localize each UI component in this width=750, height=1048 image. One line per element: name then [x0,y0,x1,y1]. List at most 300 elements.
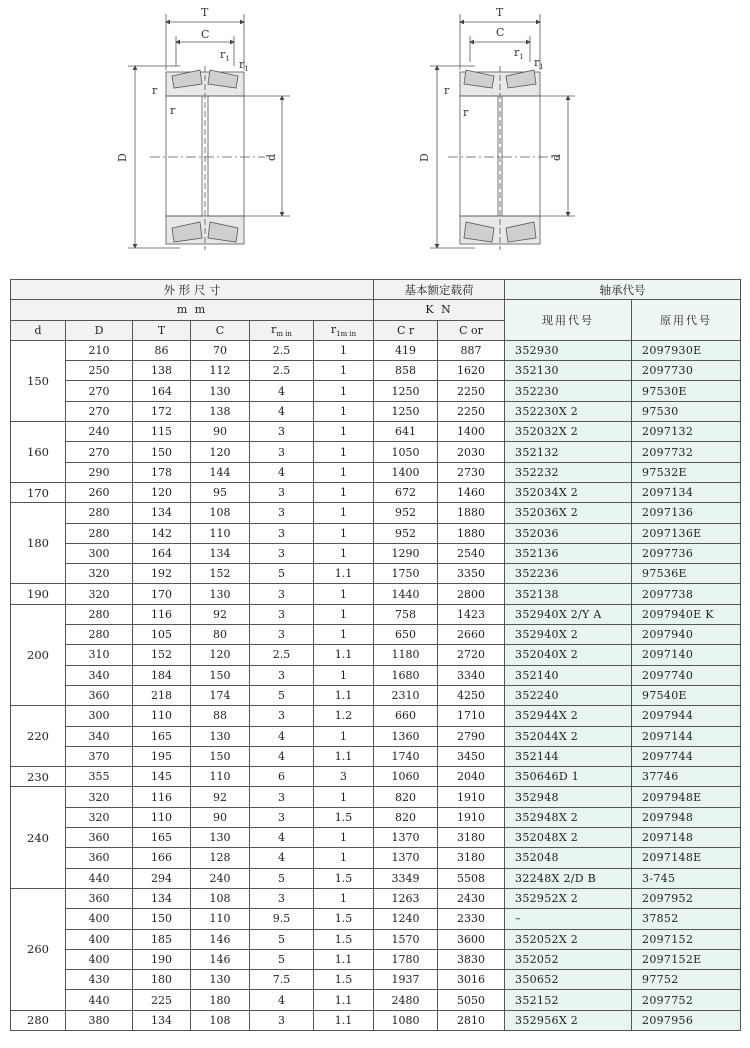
cell-C: 180 [191,990,250,1010]
cell-d: 230 [11,767,66,787]
cell-r1min: 1 [314,848,374,868]
cell-rmin: 7.5 [250,970,314,990]
cell-old-code: 2097132 [632,422,741,442]
col-C: C [191,320,250,340]
cell-cor: 2430 [438,888,505,908]
cell-rmin: 3 [250,706,314,726]
cell-D: 280 [66,625,133,645]
cell-D: 280 [66,503,133,523]
cell-cor: 1423 [438,604,505,624]
cell-cr: 672 [374,482,438,502]
cell-old-code: 97752 [632,970,741,990]
cell-old-code: 37746 [632,767,741,787]
cell-d: 240 [11,787,66,888]
cell-T: 225 [133,990,191,1010]
cell-D: 270 [66,401,133,421]
cell-current-code: 352944X 2 [505,706,632,726]
cell-D: 360 [66,848,133,868]
header-old-code: 原用代号 [632,300,741,341]
cell-rmin: 3 [250,888,314,908]
cell-T: 172 [133,401,191,421]
table-row [11,848,741,868]
cell-T: 192 [133,564,191,584]
cell-rmin: 5 [250,685,314,705]
cell-cor: 3340 [438,665,505,685]
cell-cr: 650 [374,625,438,645]
cell-current-code: 352940X 2 [505,625,632,645]
cell-cr: 1680 [374,665,438,685]
cell-rmin: 4 [250,726,314,746]
cell-C: 240 [191,868,250,888]
cell-cr: 2310 [374,685,438,705]
cell-d: 150 [11,340,66,421]
table-row [11,361,741,381]
cell-cor: 887 [438,340,505,360]
cell-current-code: 352048X 2 [505,828,632,848]
cell-current-code: 350652 [505,970,632,990]
cell-cr: 820 [374,807,438,827]
cell-T: 105 [133,625,191,645]
cell-cor: 2800 [438,584,505,604]
cell-r1min: 1 [314,340,374,360]
header-bearing-code: 轴承代号 [505,280,741,300]
cell-D: 320 [66,564,133,584]
cell-current-code: 352956X 2 [505,1010,632,1030]
cell-current-code: 352132 [505,442,632,462]
cell-rmin: 4 [250,990,314,1010]
cell-C: 108 [191,888,250,908]
right-r1-label-a: $r_1$ [514,46,524,61]
cell-rmin: 6 [250,767,314,787]
cell-D: 280 [66,604,133,624]
col-r1min-sub: 1m in [336,329,357,338]
cell-rmin: 3 [250,543,314,563]
header-unit-kn: K N [374,300,505,320]
cell-rmin: 4 [250,828,314,848]
cell-T: 142 [133,523,191,543]
cell-T: 165 [133,726,191,746]
table-row [11,645,741,665]
cell-C: 134 [191,543,250,563]
cell-D: 320 [66,787,133,807]
cell-old-code: 2097930E [632,340,741,360]
cell-D: 380 [66,1010,133,1030]
cell-rmin: 5 [250,868,314,888]
cell-rmin: 3 [250,422,314,442]
cell-cr: 1050 [374,442,438,462]
left-bearing-drawing [128,14,290,250]
cell-current-code: 352152 [505,990,632,1010]
cell-d: 160 [11,422,66,483]
cell-C: 70 [191,340,250,360]
cell-cor: 2040 [438,767,505,787]
cell-old-code: 2097956 [632,1010,741,1030]
cell-current-code: 352144 [505,746,632,766]
col-d: d [11,320,66,340]
cell-old-code: 2097152 [632,929,741,949]
cell-cr: 641 [374,422,438,442]
cell-cor: 2660 [438,625,505,645]
cell-rmin: 4 [250,462,314,482]
cell-r1min: 1.1 [314,685,374,705]
cell-rmin: 2.5 [250,340,314,360]
table-row [11,828,741,848]
table-row [11,990,741,1010]
cell-cor: 3450 [438,746,505,766]
left-r1-label-a: $r_1$ [220,48,230,63]
cell-current-code: 352232 [505,462,632,482]
cell-T: 180 [133,970,191,990]
cell-cr: 1400 [374,462,438,482]
table-row [11,523,741,543]
cell-r1min: 1 [314,604,374,624]
cell-T: 150 [133,909,191,929]
cell-cor: 3600 [438,929,505,949]
cell-old-code: 2097940 [632,625,741,645]
cell-D: 400 [66,929,133,949]
cell-r1min: 1 [314,665,374,685]
cell-rmin: 3 [250,482,314,502]
cell-cr: 1740 [374,746,438,766]
cell-D: 280 [66,523,133,543]
cell-C: 150 [191,665,250,685]
cell-D: 320 [66,807,133,827]
cell-cor: 1400 [438,422,505,442]
cell-current-code: 352040X 2 [505,645,632,665]
cell-cor: 3180 [438,848,505,868]
left-d-label: d [265,153,278,161]
cell-D: 340 [66,726,133,746]
cell-cr: 1290 [374,543,438,563]
cell-T: 164 [133,543,191,563]
table-row [11,746,741,766]
cell-old-code: 2097744 [632,746,741,766]
cell-old-code: 2097732 [632,442,741,462]
left-C-label: C [201,28,210,41]
cell-cr: 1937 [374,970,438,990]
cell-current-code: 352948 [505,787,632,807]
cell-cr: 952 [374,523,438,543]
cell-old-code: 97530E [632,381,741,401]
left-T-label: T [201,6,209,19]
table-row [11,462,741,482]
cell-current-code: 352032X 2 [505,422,632,442]
cell-D: 360 [66,828,133,848]
cell-current-code: 352138 [505,584,632,604]
cell-r1min: 3 [314,767,374,787]
cell-r1min: 1 [314,381,374,401]
cell-C: 130 [191,828,250,848]
cell-old-code: 2097148E [632,848,741,868]
col-D: D [66,320,133,340]
cell-cr: 3349 [374,868,438,888]
cell-D: 400 [66,949,133,969]
subscript-1: 1 [244,65,249,73]
cell-cor: 2810 [438,1010,505,1030]
table-row [11,868,741,888]
table-row [11,787,741,807]
cell-cor: 1460 [438,482,505,502]
cell-D: 370 [66,746,133,766]
cell-C: 110 [191,909,250,929]
cell-cr: 858 [374,361,438,381]
cell-C: 120 [191,442,250,462]
cell-D: 360 [66,888,133,908]
cell-T: 195 [133,746,191,766]
table-row [11,564,741,584]
cell-cor: 3830 [438,949,505,969]
cell-C: 108 [191,503,250,523]
cell-old-code: 2097148 [632,828,741,848]
cell-rmin: 9.5 [250,909,314,929]
cell-current-code: – [505,909,632,929]
cell-old-code: 2097752 [632,990,741,1010]
cell-r1min: 1.5 [314,868,374,888]
cell-T: 165 [133,828,191,848]
header-dimensions: 外 形 尺 寸 [11,280,374,300]
cell-cor: 1910 [438,787,505,807]
cell-old-code: 97536E [632,564,741,584]
right-T-label: T [496,6,504,19]
table-row [11,909,741,929]
cell-T: 178 [133,462,191,482]
cell-cor: 3350 [438,564,505,584]
cell-D: 440 [66,990,133,1010]
cell-old-code: 2097136 [632,503,741,523]
cell-r1min: 1 [314,584,374,604]
cell-cor: 5508 [438,868,505,888]
cell-cor: 1880 [438,523,505,543]
cell-rmin: 3 [250,503,314,523]
cell-old-code: 2097940E K [632,604,741,624]
cell-old-code: 2097952 [632,888,741,908]
cell-cr: 1250 [374,401,438,421]
cell-C: 80 [191,625,250,645]
cell-T: 134 [133,888,191,908]
cell-T: 218 [133,685,191,705]
cell-current-code: 352130 [505,361,632,381]
cell-C: 130 [191,726,250,746]
cell-D: 240 [66,422,133,442]
cell-rmin: 3 [250,787,314,807]
cell-cor: 1880 [438,503,505,523]
cell-C: 138 [191,401,250,421]
bearing-spec-table [10,279,741,1031]
cell-T: 190 [133,949,191,969]
cell-rmin: 3 [250,625,314,645]
cell-rmin: 4 [250,746,314,766]
cell-old-code: 2097134 [632,482,741,502]
cell-r1min: 1 [314,482,374,502]
cell-r1min: 1 [314,726,374,746]
cell-cr: 660 [374,706,438,726]
cell-D: 340 [66,665,133,685]
cell-D: 250 [66,361,133,381]
cell-old-code: 97532E [632,462,741,482]
cell-r1min: 1.1 [314,645,374,665]
cell-cor: 2730 [438,462,505,482]
col-rmin [250,320,314,340]
table-row [11,584,741,604]
cell-T: 120 [133,482,191,502]
cell-old-code: 37852 [632,909,741,929]
bearing-drawings [0,0,750,270]
right-D-label: D [418,153,431,162]
cell-C: 110 [191,523,250,543]
cell-r1min: 1.1 [314,564,374,584]
cell-T: 184 [133,665,191,685]
cell-C: 146 [191,949,250,969]
cell-D: 355 [66,767,133,787]
cell-cor: 3016 [438,970,505,990]
table-row [11,604,741,624]
cell-rmin: 2.5 [250,645,314,665]
col-rmin-sub: m in [276,329,292,338]
col-cr: C r [374,320,438,340]
cell-D: 270 [66,381,133,401]
cell-C: 88 [191,706,250,726]
cell-current-code: 352230X 2 [505,401,632,421]
cell-rmin: 4 [250,401,314,421]
right-r1-label-b: $r_1$ [534,56,544,71]
table-row [11,422,741,442]
table-row [11,503,741,523]
cell-r1min: 1 [314,543,374,563]
cell-rmin: 3 [250,584,314,604]
cell-r1min: 1 [314,462,374,482]
cell-cr: 1060 [374,767,438,787]
cell-cr: 1263 [374,888,438,908]
cell-cr: 1180 [374,645,438,665]
cell-rmin: 3 [250,604,314,624]
cell-current-code: 32248X 2/D B [505,868,632,888]
cell-C: 90 [191,422,250,442]
cell-r1min: 1.1 [314,1010,374,1030]
cell-D: 270 [66,442,133,462]
cell-T: 116 [133,787,191,807]
cell-rmin: 3 [250,1010,314,1030]
right-d-label: d [550,153,563,161]
cell-current-code: 352048 [505,848,632,868]
table-row [11,482,741,502]
cell-rmin: 5 [250,564,314,584]
cell-r1min: 1 [314,422,374,442]
cell-current-code: 352052X 2 [505,929,632,949]
table-row [11,807,741,827]
cell-C: 128 [191,848,250,868]
cell-cor: 2330 [438,909,505,929]
cell-D: 300 [66,706,133,726]
cell-old-code: 2097948 [632,807,741,827]
table-row [11,726,741,746]
cell-rmin: 5 [250,949,314,969]
col-cor: C or [438,320,505,340]
table-row [11,929,741,949]
right-bearing-drawing [430,14,575,250]
cell-T: 116 [133,604,191,624]
col-rmin-main: r [271,322,277,336]
cell-D: 300 [66,543,133,563]
cell-T: 145 [133,767,191,787]
cell-current-code: 352034X 2 [505,482,632,502]
cell-r1min: 1.5 [314,929,374,949]
cell-T: 166 [133,848,191,868]
cell-cor: 1910 [438,807,505,827]
cell-cor: 2030 [438,442,505,462]
cell-cr: 1080 [374,1010,438,1030]
cell-old-code: 2097740 [632,665,741,685]
cell-C: 130 [191,970,250,990]
bearing-drawings-svg [0,0,750,270]
cell-cor: 5050 [438,990,505,1010]
cell-r1min: 1 [314,888,374,908]
cell-cr: 820 [374,787,438,807]
cell-rmin: 2.5 [250,361,314,381]
cell-cr: 1440 [374,584,438,604]
cell-cor: 1710 [438,706,505,726]
table-row [11,401,741,421]
cell-current-code: 352052 [505,949,632,969]
cell-C: 95 [191,482,250,502]
cell-cr: 1240 [374,909,438,929]
cell-cr: 2480 [374,990,438,1010]
left-D-label: D [116,153,129,162]
table-row [11,381,741,401]
table-row [11,543,741,563]
cell-rmin: 3 [250,807,314,827]
cell-r1min: 1 [314,625,374,645]
cell-current-code: 352236 [505,564,632,584]
cell-T: 115 [133,422,191,442]
cell-cor: 2720 [438,645,505,665]
cell-rmin: 4 [250,848,314,868]
cell-T: 170 [133,584,191,604]
cell-d: 180 [11,503,66,584]
cell-D: 260 [66,482,133,502]
cell-T: 134 [133,503,191,523]
cell-C: 174 [191,685,250,705]
cell-D: 310 [66,645,133,665]
cell-D: 320 [66,584,133,604]
cell-old-code: 2097738 [632,584,741,604]
table-row [11,767,741,787]
cell-old-code: 2097736 [632,543,741,563]
cell-T: 164 [133,381,191,401]
cell-d: 170 [11,482,66,502]
cell-C: 130 [191,584,250,604]
right-r-inner-label: r [463,106,469,119]
cell-C: 120 [191,645,250,665]
header-load-ratings: 基本额定载荷 [374,280,505,300]
cell-d: 220 [11,706,66,767]
cell-current-code: 352036 [505,523,632,543]
right-r-label: r [444,84,450,97]
cell-C: 108 [191,1010,250,1030]
cell-cr: 1570 [374,929,438,949]
cell-r1min: 1 [314,523,374,543]
cell-cr: 952 [374,503,438,523]
left-r-inner-label: r [170,104,176,117]
cell-current-code: 352948X 2 [505,807,632,827]
cell-cor: 2250 [438,401,505,421]
cell-C: 150 [191,746,250,766]
cell-r1min: 1.1 [314,949,374,969]
cell-cor: 4250 [438,685,505,705]
left-r1-label-b: $r_1$ [239,58,249,73]
table-row [11,706,741,726]
cell-old-code: 97530 [632,401,741,421]
cell-rmin: 3 [250,523,314,543]
